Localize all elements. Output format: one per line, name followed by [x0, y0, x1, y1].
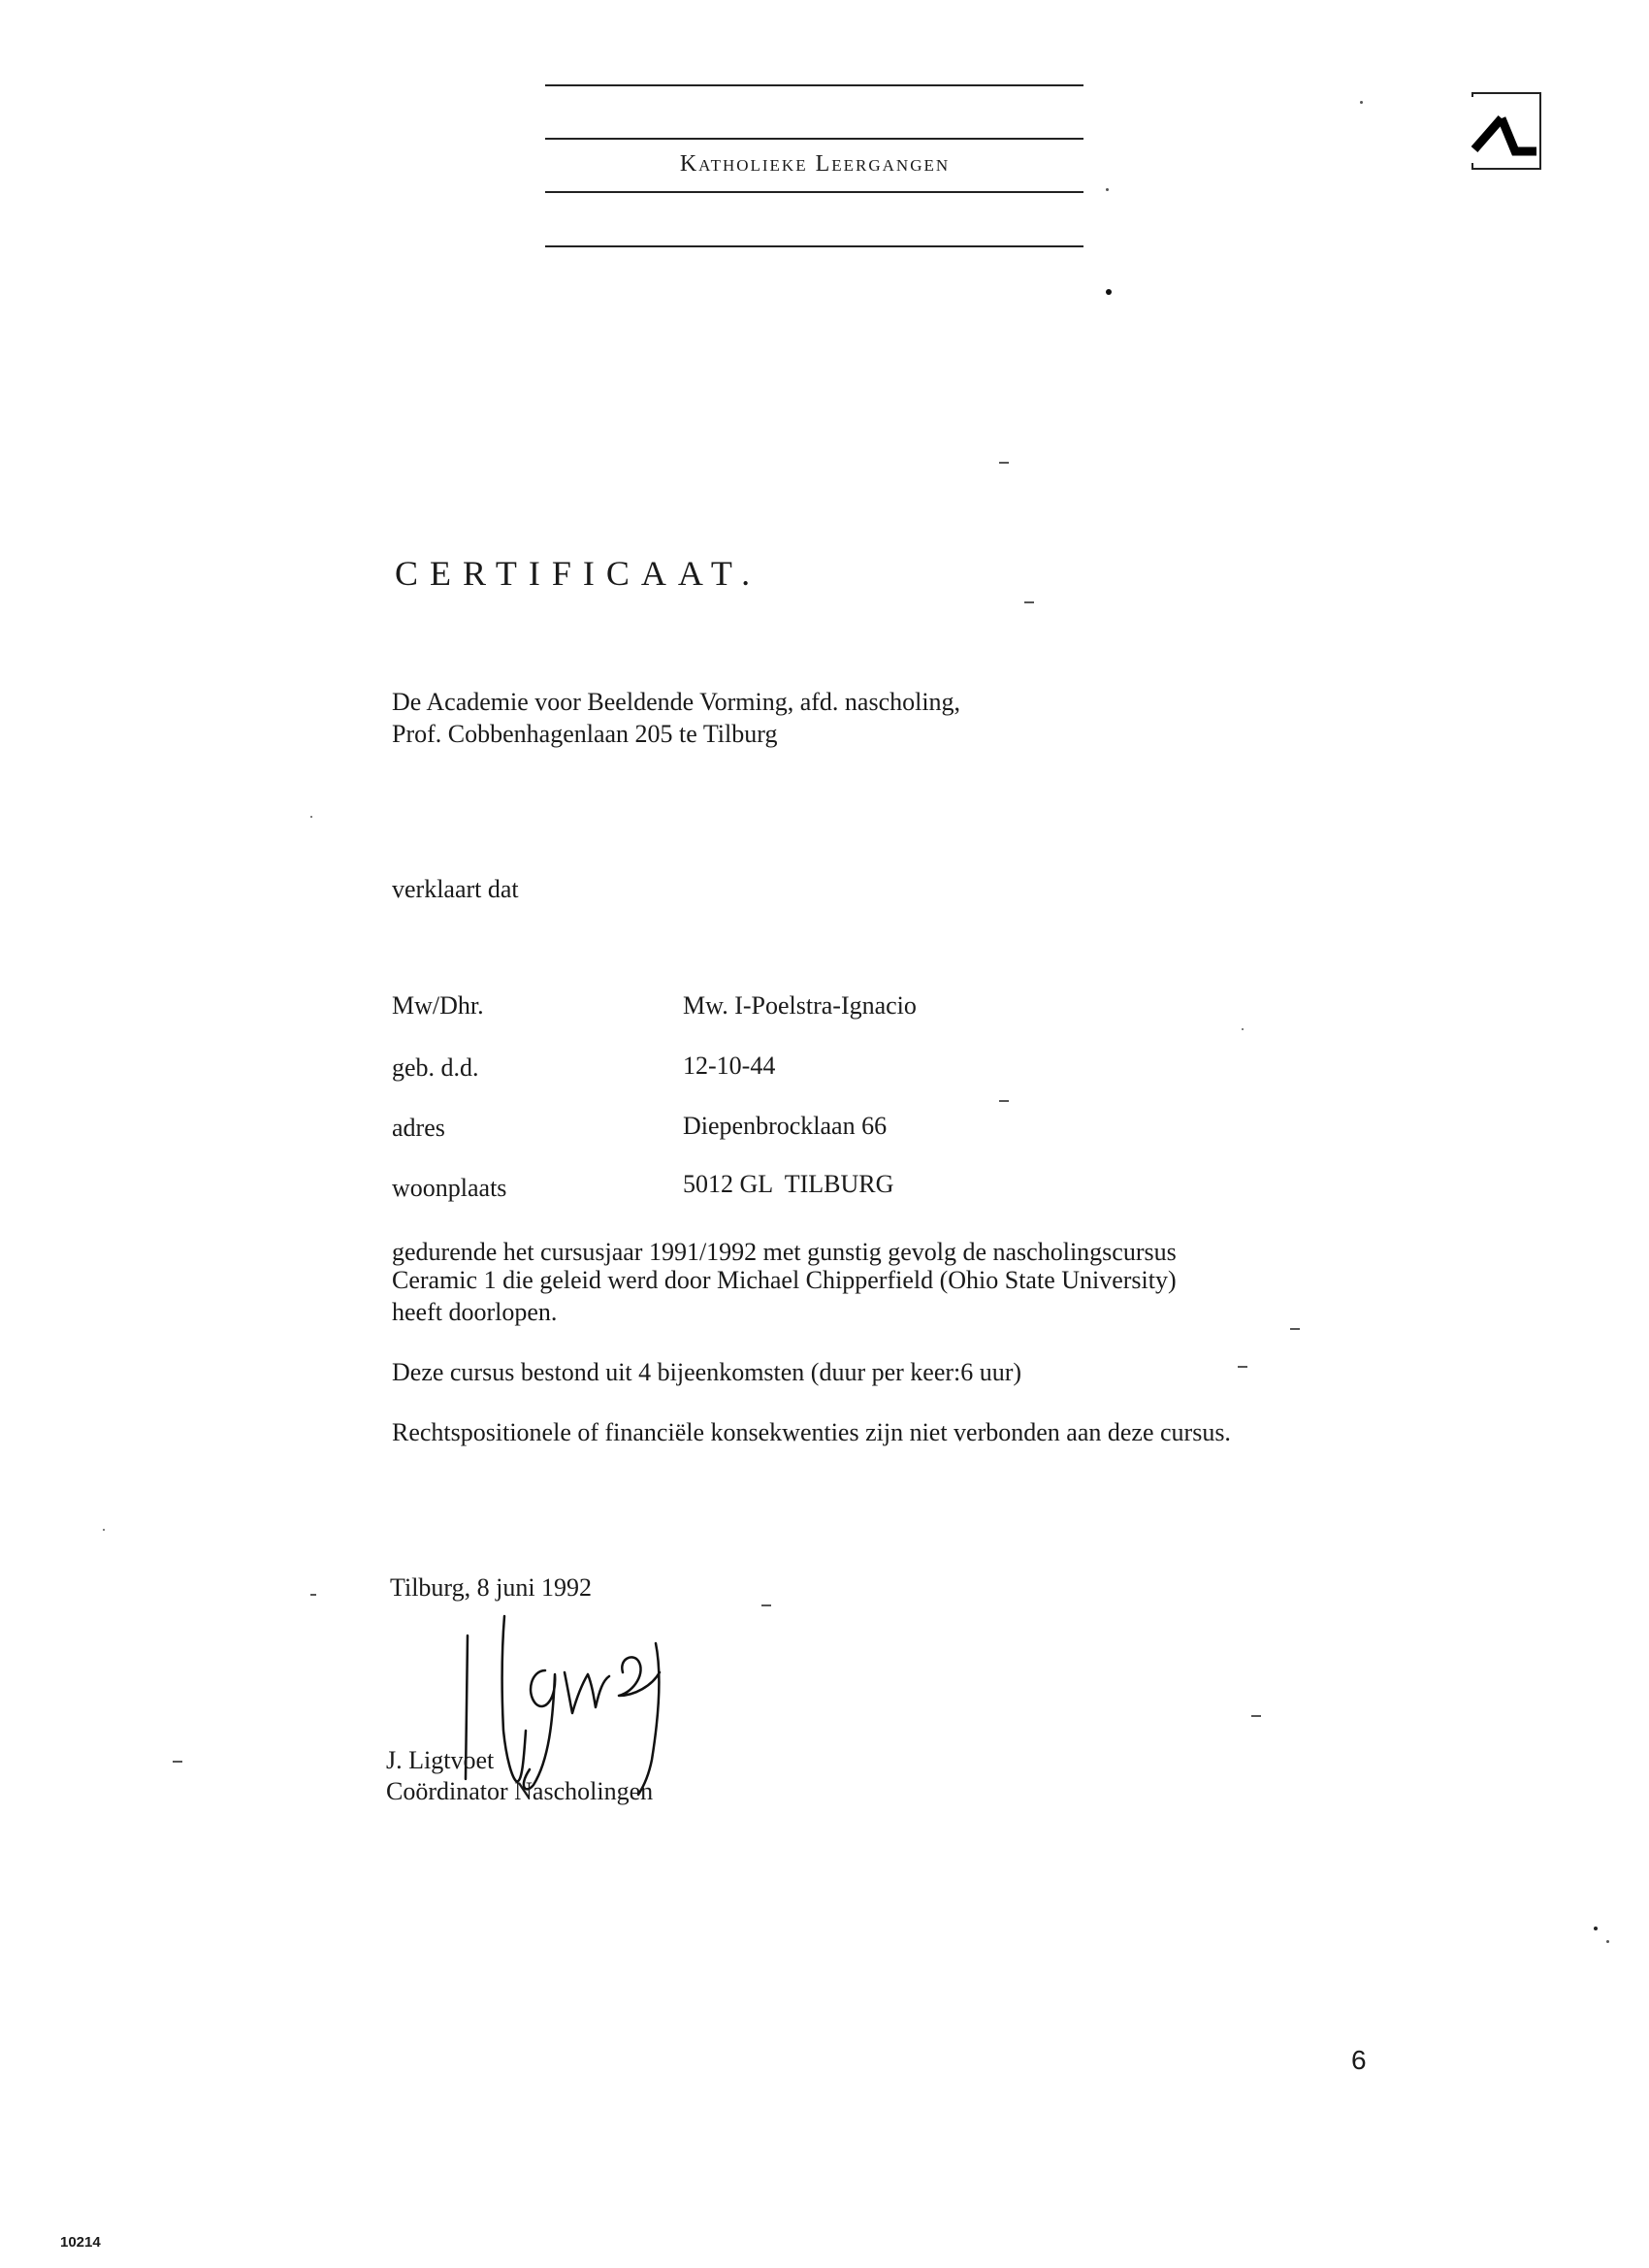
kl-logo-icon: [1467, 89, 1546, 173]
scan-speck: [1594, 1927, 1598, 1930]
scan-speck: [1106, 188, 1109, 191]
scan-dash: [1251, 1715, 1261, 1717]
course-line-2: Ceramic 1 die geleid werd door Michael Chipperfield (Ohio State University): [392, 1266, 1177, 1294]
declares-text: verklaart dat: [392, 875, 519, 903]
place-date: Tilburg, 8 juni 1992: [390, 1573, 593, 1602]
issuer-line-1: De Academie voor Beeldende Vorming, afd. nascholing,: [392, 688, 961, 716]
document-code: 10214: [60, 2234, 101, 2251]
scan-dash: [999, 462, 1009, 464]
field-value-city: 5012 GL TILBURG: [683, 1170, 894, 1198]
field-label-name: Mw/Dhr.: [392, 991, 484, 1020]
scan-speck: [103, 1529, 105, 1531]
scan-speck: [1360, 101, 1363, 104]
certificate-title: CERTIFICAAT.: [395, 554, 762, 593]
sessions-text: Deze cursus bestond uit 4 bijeenkomsten (duur per keer:6 uur): [392, 1358, 1022, 1386]
scan-dash: [761, 1604, 771, 1606]
scan-dash: [1290, 1328, 1300, 1330]
field-value-name: Mw. I-Poelstra-Ignacio: [683, 991, 917, 1020]
header-rule-upper: [545, 138, 1083, 140]
scan-dash: [1024, 601, 1034, 603]
header-rule-lower: [545, 191, 1083, 193]
course-line-3: heeft doorlopen.: [392, 1298, 558, 1326]
scan-dash: [173, 1761, 182, 1763]
field-label-address: adres: [392, 1114, 445, 1142]
organization-name: Katholieke Leergangen: [679, 151, 951, 177]
scan-speck: [1106, 289, 1112, 295]
scan-dash: [999, 1100, 1009, 1102]
scan-speck: [1242, 1028, 1244, 1030]
page-number: 6: [1351, 2045, 1367, 2075]
field-value-birthdate: 12-10-44: [683, 1052, 776, 1080]
legal-text: Rechtspositionele of financiële konsekwenties zijn niet verbonden aan deze cursus.: [392, 1418, 1231, 1446]
signer-name: J. Ligtvoet: [386, 1746, 495, 1774]
course-line-1: gedurende het cursusjaar 1991/1992 met gunstig gevolg de nascholingscursus: [392, 1238, 1177, 1266]
scan-speck: [1606, 1940, 1609, 1943]
scan-dash: [310, 1594, 316, 1596]
issuer-line-2: Prof. Cobbenhagenlaan 205 te Tilburg: [392, 720, 778, 748]
field-label-birthdate: geb. d.d.: [392, 1053, 479, 1082]
signer-role: Coördinator Nascholingen: [386, 1777, 654, 1805]
field-value-address: Diepenbrocklaan 66: [683, 1112, 888, 1140]
scan-dash: [1238, 1366, 1247, 1368]
header-rule-bottom: [545, 245, 1083, 247]
field-label-city: woonplaats: [392, 1174, 507, 1202]
scan-speck: [310, 816, 312, 818]
header-rule-top: [545, 84, 1083, 86]
